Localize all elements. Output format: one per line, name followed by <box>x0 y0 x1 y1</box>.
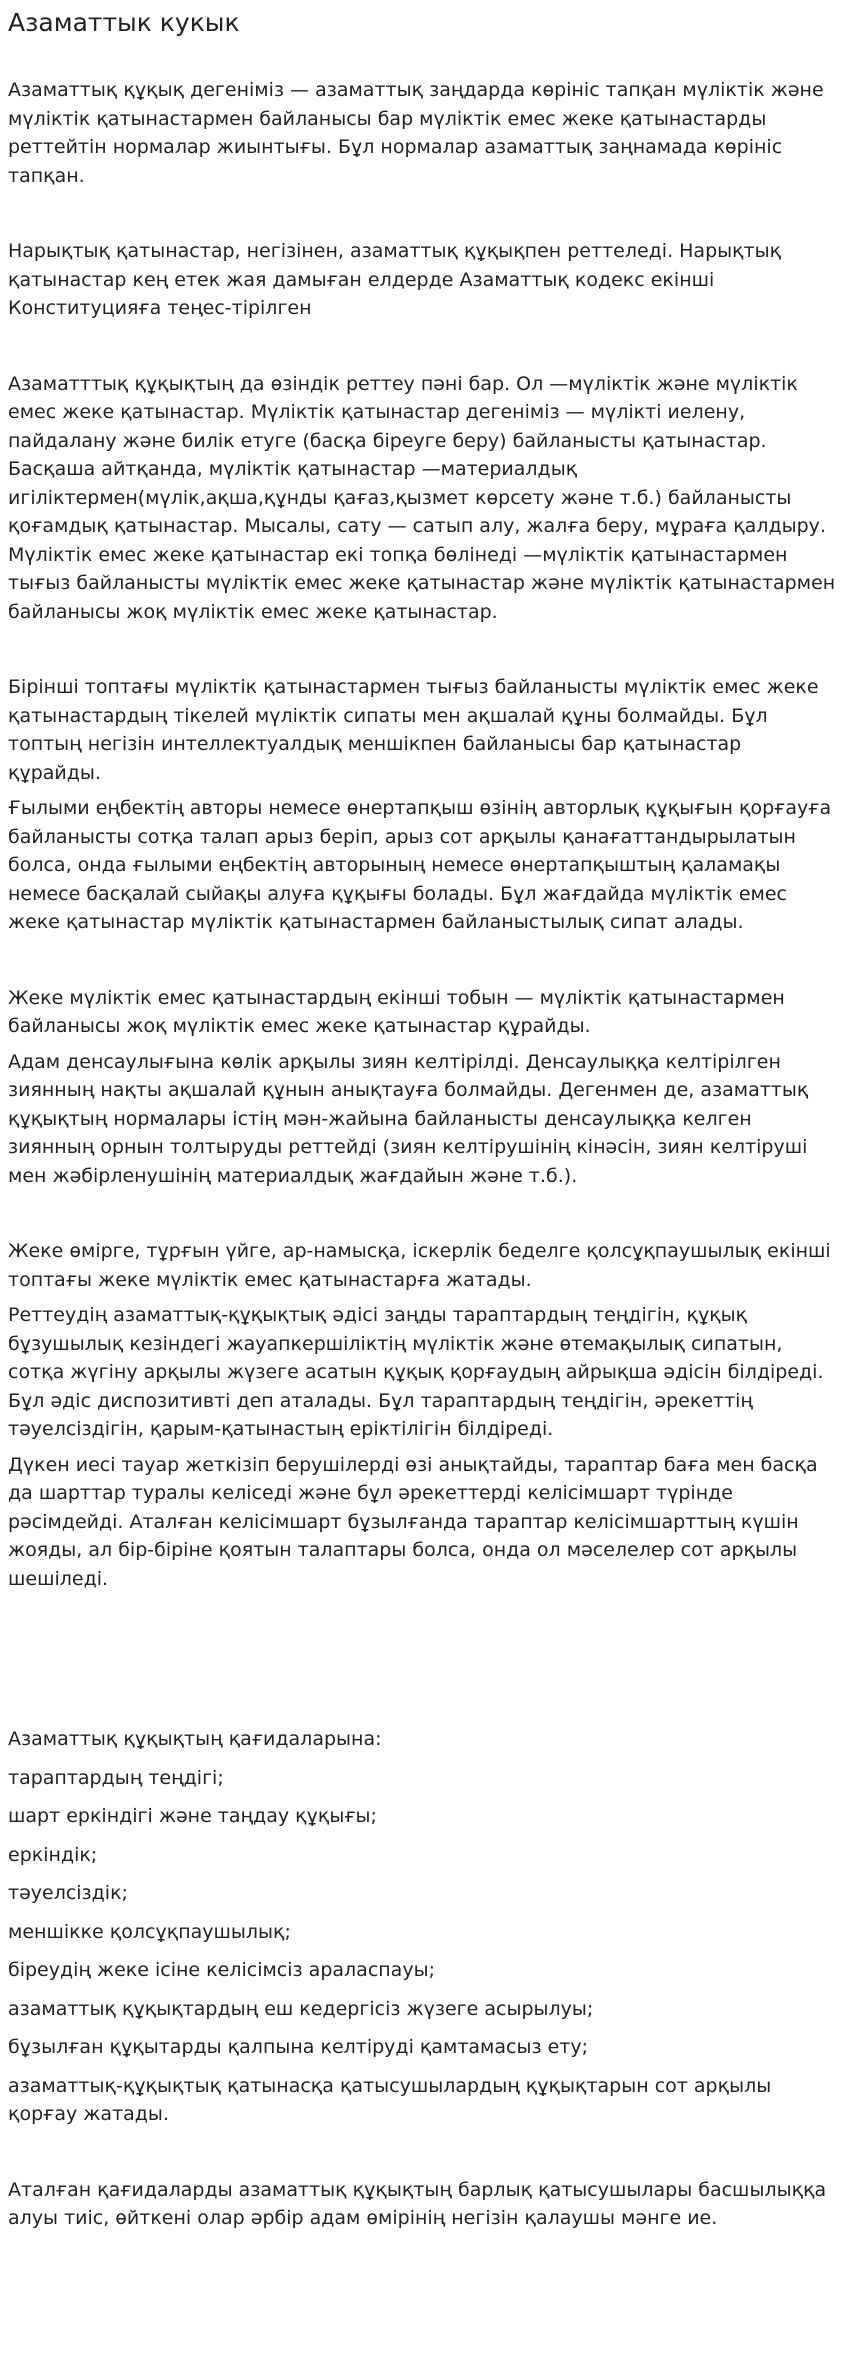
list-item: тәуелсіздік; <box>8 1882 128 1904</box>
paragraph-health-damage: Адам денсаулығына көлік арқылы зиян келтірілді. Денсаулыққа келтірілген зиянның нақты ақшалай құнын анықтауға болмайды. Дегенмен де, азаматтық құқықтың нормалары істің мән-жайына байланысты денсаулыққа келген зиянның орнын толтыруды реттейді (зиян келтірушінің кінәсін, зиян келтіруші мен жәбірленушінің материалдық жағдайын және т.б.). <box>8 1050 809 1187</box>
paragraph-first-group: Бірінші топтағы мүліктік қатынастармен тығыз байланысты мүліктік емес жеке қатынастардың тікелей мүліктік сипаты мен ақшалай құны болмайды. Бұл топтың негізін интеллектуалдық меншікпен байланысы бар қатынастар құрайды. <box>8 676 819 784</box>
paragraph-method: Реттеудің азаматтық-құқықтық әдісі заңды тараптардың теңдігін, құқық бұзушылық кезіндегі жауапкершіліктің мүліктік және өтемақылық сипатын, сотқа жүгіну арқылы жүзеге асатын құқық қорғаудың айрықша әдісін білдіреді. Бұл әдіс диспозитивті деп аталады. Бұл тараптардың теңдігін, әрекеттің тәуелсіздігін, қарым-қатынастың еріктілігін білдіреді. <box>8 1304 824 1440</box>
paragraph-market-relations: Нарықтық қатынастар, негізінен, азаматтық құқықпен реттеледі. Нарықтық қатынастар кең етек жая дамыған елдерде Азаматтық кодекс екінші Конституцияға теңес-тірілген <box>8 240 782 319</box>
paragraph-second-group: Жеке мүліктік емес қатынастардың екінші тобын — мүліктік қатынастармен байланысы жоқ мүліктік емес жеке қатынастар құрайды. <box>8 986 785 1037</box>
page-title: Азаматтык кукык <box>8 8 240 37</box>
list-item: бұзылған құқытарды қалпына келтіруді қамтамасыз ету; <box>8 2036 589 2058</box>
list-item: азаматтық-құқықтық қатынасқа қатысушылардың құқықтарын сот арқылы қорғау жатады. <box>8 2074 772 2125</box>
paragraph-private-life: Жеке өмірге, тұрғын үйге, ар-намысқа, іскерлік беделге қолсұқпаушылық екінші топтағы жеке мүліктік емес қатынастарға жатады. <box>8 1240 831 1291</box>
paragraph-subject: Азаматттық құқықтың да өзіндік реттеу пәні бар. Ол —мүліктік және мүліктік емес жеке қатынастар. Мүліктік қатынастар дегеніміз — мүлікті иелену, пайдалану және билік етуге (басқа біреуге беру) байланысты қатынастар. Басқаша айтқанда, мүліктік қатынастар —материалдық игіліктермен(мүлік,ақша,құнды қағаз,қызмет көрсету және т.б.) байланысты қоғамдық қатынастар. Мысалы, сату — сатып алу, жалға беру, мұраға қалдыру. Мүліктік емес жеке қатынастар екі топқа бөлінеді —мүліктік қатынастармен тығыз байланысты мүліктік емес жеке қатынастар және мүліктік қатынастармен байланысы жоқ мүліктік емес жеке қатынастар. <box>8 372 836 623</box>
list-item: біреудің жеке ісіне келісімсіз араласпауы; <box>8 1959 435 1981</box>
list-item: шарт еркіндігі және таңдау құқығы; <box>8 1805 377 1827</box>
principles-list <box>8 1764 837 2129</box>
list-item: тараптардың теңдігі; <box>8 1766 224 1789</box>
paragraph-scientific-work: Ғылыми еңбектің авторы немесе өнертапқыш өзінің авторлық құқығын қорғауға байланысты сотқа талап арыз беріп, арыз сот арқылы қанағаттандырылатын болса, онда ғылыми еңбектің авторының немесе өнертапқыштың қаламақы немесе басқалай сыйақы алуға құқығы болады. Бұл жағдайда мүліктік емес жеке қатынастар мүліктік қатынастармен байланыстылық сипат алады. <box>8 797 832 933</box>
list-item: еркіндік; <box>8 1843 98 1866</box>
list-item: азаматтық құқықтардың еш кедергісіз жүзеге асырылуы; <box>8 1997 594 2020</box>
document-page <box>0 6 847 2233</box>
list-item: меншікке қолсұқпаушылық; <box>8 1920 291 1943</box>
paragraph-store-example: Дүкен иесі тауар жеткізіп берушілерді өзі анықтайды, тараптар баға мен басқа да шарттар туралы келіседі және бұл әрекеттерді келісімшарт түрінде рәсімдейді. Аталған келісімшарт бұзылғанда тараптар келісімшарттың күшін жояды, ал бір-біріне қоятын талаптары болса, онда ол мәселелер сот арқылы шешіледі. <box>8 1453 818 1590</box>
paragraph-closing: Аталған қағидаларды азаматтық құқықтың барлық қатысушылары басшылыққа алуы тиіс, өйткені олар әрбір адам өмірінің негізін қалаушы мәнге ие. <box>8 2178 827 2229</box>
paragraph-definition: Азаматтық құқық дегеніміз — азаматтық заңдарда көрініс тапқан мүліктік және мүліктік қатынастармен байланысы бар мүліктік емес жеке қатынастарды реттейтін нормалар жиынтығы. Бұл нормалар азаматтық заңнамада көрініс тапқан. <box>8 79 824 187</box>
principles-heading: Азаматтық құқықтың қағидаларына: <box>8 1728 382 1750</box>
